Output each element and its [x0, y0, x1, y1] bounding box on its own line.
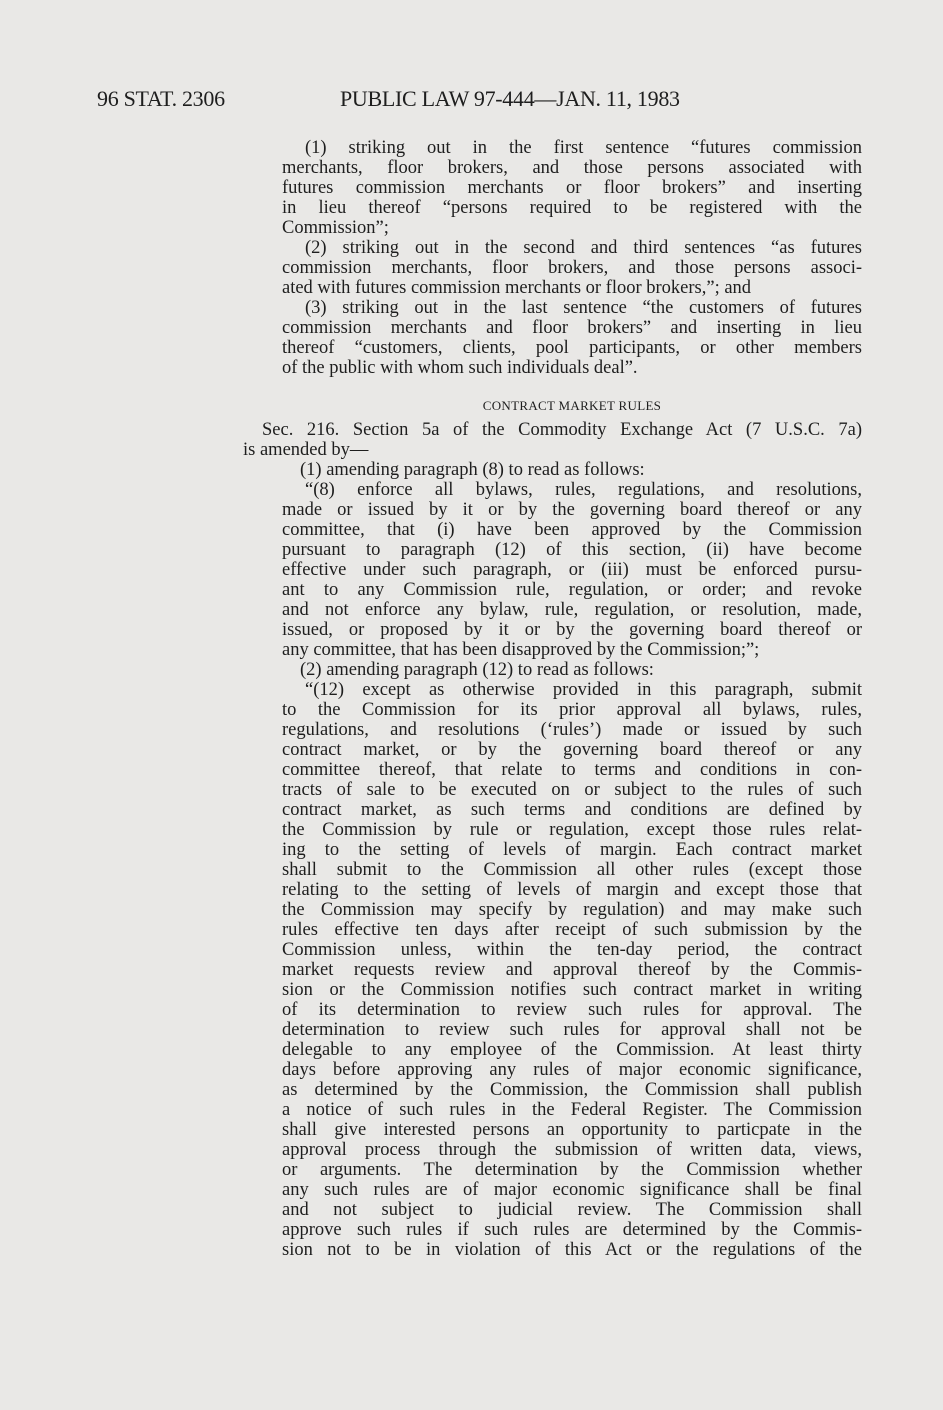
text-line: determination to review such rules for approval shall not be: [282, 1020, 862, 1040]
text-line: tracts of sale to be executed on or subject to the rules of such: [282, 780, 862, 800]
text-line: futures commission merchants or floor brokers” and inserting: [282, 178, 862, 198]
text-line: days before approving any rules of major economic significance,: [282, 1060, 862, 1080]
text-line: contract market, as such terms and conditions are defined by: [282, 800, 862, 820]
text-line: committee thereof, that relate to terms and conditions in con-: [282, 760, 862, 780]
text-line: of the public with whom such individuals deal”.: [282, 358, 638, 378]
text-line: commission merchants and floor brokers” and inserting in lieu: [282, 318, 862, 338]
text-line: ing to the setting of levels of margin. Each contract market: [282, 840, 862, 860]
text-line: merchants, floor brokers, and those persons associated with: [282, 158, 862, 178]
text-line: and not subject to judicial review. The Commission shall: [282, 1200, 862, 1220]
text-line: to the Commission for its prior approval all bylaws, rules,: [282, 700, 862, 720]
text-line: relating to the setting of levels of margin and except those that: [282, 880, 862, 900]
text-line: Sec. 216. Section 5a of the Commodity Exchange Act (7 U.S.C. 7a): [262, 420, 862, 440]
text-line: is amended by—: [243, 440, 369, 460]
text-line: any such rules are of major economic significance shall be final: [282, 1180, 862, 1200]
text-line: shall give interested persons an opportunity to particpate in the: [282, 1120, 862, 1140]
text-line: ant to any Commission rule, regulation, or order; and revoke: [282, 580, 862, 600]
text-line: contract market, or by the governing board thereof or any: [282, 740, 862, 760]
paragraph-8-text: [282, 480, 862, 660]
text-line: (3) striking out in the last sentence “the customers of futures: [305, 298, 862, 318]
text-line: market requests review and approval thereof by the Commis-: [282, 960, 862, 980]
text-line: (1) striking out in the first sentence “futures commission: [305, 138, 862, 158]
text-line: any committee, that has been disapproved by the Commission;”;: [282, 640, 760, 660]
amendment-2-intro: (2) amending paragraph (12) to read as follows:: [300, 660, 654, 680]
text-line: or arguments. The determination by the Commission whether: [282, 1160, 862, 1180]
text-line: in lieu thereof “persons required to be registered with the: [282, 198, 862, 218]
text-line: rules effective ten days after receipt of such submission by the: [282, 920, 862, 940]
text-line: sion not to be in violation of this Act or the regulations of the: [282, 1240, 862, 1260]
text-line: effective under such paragraph, or (iii) must be enforced pursu-: [282, 560, 862, 580]
section-heading: CONTRACT MARKET RULES: [482, 398, 662, 413]
text-line: (2) striking out in the second and third sentences “as futures: [305, 238, 862, 258]
text-line: delegable to any employee of the Commission. At least thirty: [282, 1040, 862, 1060]
running-head-title: PUBLIC LAW 97-444—JAN. 11, 1983: [340, 86, 680, 111]
text-line: pursuant to paragraph (12) of this section, (ii) have become: [282, 540, 862, 560]
paragraph-12-text: [282, 680, 862, 1260]
paragraph-1: [282, 138, 862, 238]
text-line: regulations, and resolutions (‘rules’) made or issued by such: [282, 720, 862, 740]
paragraph-3: [282, 298, 862, 378]
text-line: of its determination to review such rules for approval. The: [282, 1000, 862, 1020]
text-line: the Commission by rule or regulation, except those rules relat-: [282, 820, 862, 840]
text-line: issued, or proposed by it or by the governing board thereof or: [282, 620, 862, 640]
amendment-1-intro: (1) amending paragraph (8) to read as follows:: [300, 460, 645, 480]
paragraph-2: [282, 238, 862, 298]
text-line: shall submit to the Commission all other rules (except those: [282, 860, 862, 880]
text-line: Commission unless, within the ten-day period, the contract: [282, 940, 862, 960]
statute-page-number: 96 STAT. 2306: [97, 86, 225, 111]
text-line: approval process through the submission of written data, views,: [282, 1140, 862, 1160]
text-line: and not enforce any bylaw, rule, regulation, or resolution, made,: [282, 600, 862, 620]
text-line: approve such rules if such rules are determined by the Commis-: [282, 1220, 862, 1240]
text-line: sion or the Commission notifies such contract market in writing: [282, 980, 862, 1000]
text-line: ated with futures commission merchants or floor brokers,”; and: [282, 278, 752, 298]
text-line: a notice of such rules in the Federal Register. The Commission: [282, 1100, 862, 1120]
text-line: as determined by the Commission, the Commission shall publish: [282, 1080, 862, 1100]
text-line: committee, that (i) have been approved by the Commission: [282, 520, 862, 540]
text-line: “(8) enforce all bylaws, rules, regulations, and resolutions,: [305, 480, 862, 500]
text-line: Commission”;: [282, 218, 389, 238]
text-line: made or issued by it or by the governing board thereof or any: [282, 500, 862, 520]
text-line: the Commission may specify by regulation) and may make such: [282, 900, 862, 920]
text-line: commission merchants, floor brokers, and those persons associ-: [282, 258, 862, 278]
text-line: thereof “customers, clients, pool participants, or other members: [282, 338, 862, 358]
text-line: “(12) except as otherwise provided in this paragraph, submit: [305, 680, 862, 700]
section-216-intro: [243, 420, 862, 460]
